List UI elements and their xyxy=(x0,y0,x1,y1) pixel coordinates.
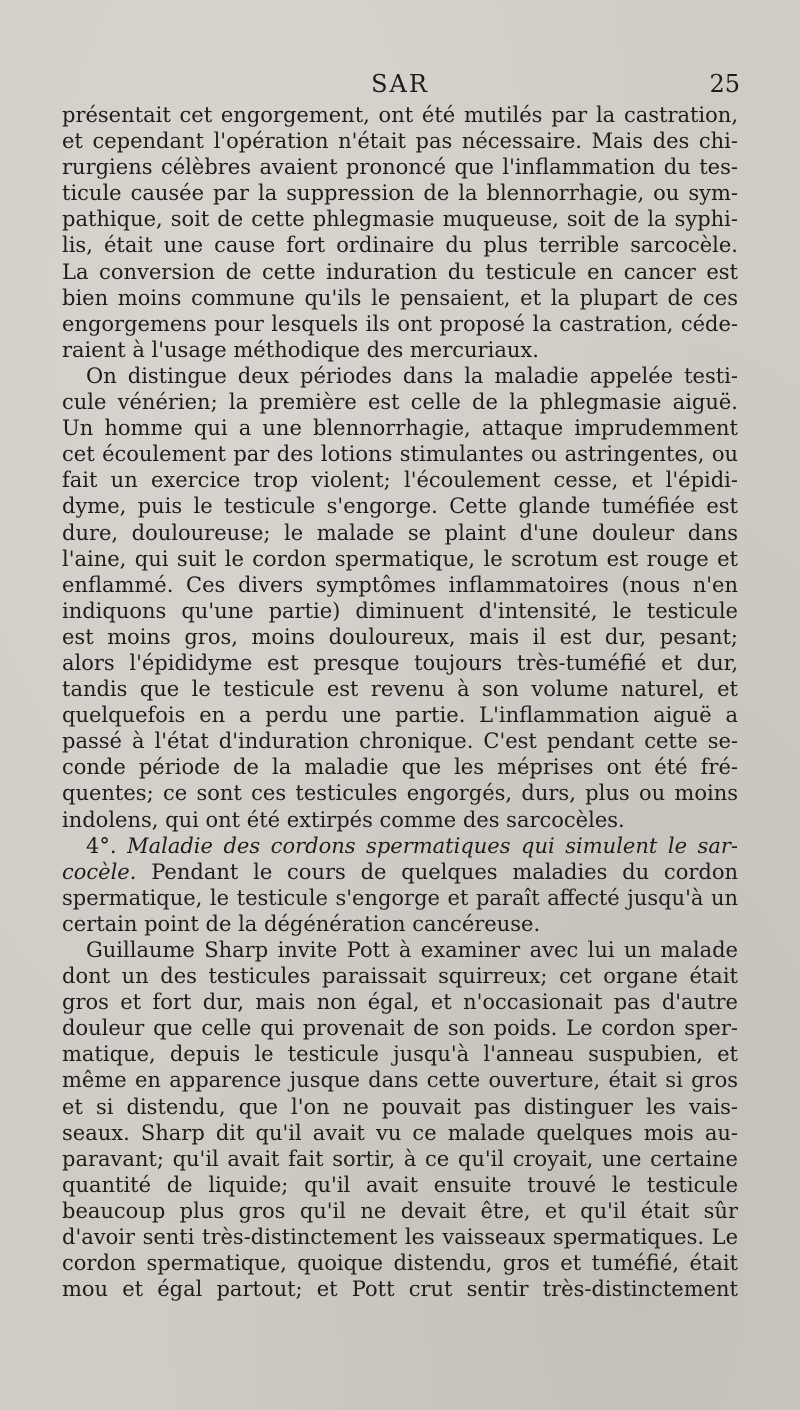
text-line: beaucoup plus gros qu'il ne devait être, et qu'il était sûr xyxy=(62,1198,738,1223)
text-line: l'aine, qui suit le cordon spermatique, le scrotum est rouge et xyxy=(62,546,738,571)
text-line: présentait cet engorgement, ont été mutilés par la castration, xyxy=(62,103,738,127)
text-line: certain point de la dégénération cancéreuse. xyxy=(62,911,541,936)
text-line: douleur que celle qui provenait de son poids. Le cordon sper- xyxy=(62,1016,738,1041)
text-line: dyme, puis le testicule s'engorge. Cette glande tuméfiée est xyxy=(62,494,738,519)
text-line: bien moins commune qu'ils le pensaient, et la plupart de ces xyxy=(62,285,738,310)
text-line: alors l'épididyme est presque toujours très-tuméfié et dur, xyxy=(62,650,738,675)
page-number: 25 xyxy=(709,70,740,98)
section-title: Maladie des cordons spermatiques qui simulent le sar- xyxy=(127,833,738,858)
text-line: dure, douloureuse; le malade se plaint d'une douleur dans xyxy=(62,520,738,545)
text-line: et cependant l'opération n'était pas nécessaire. Mais des chi- xyxy=(62,129,738,154)
text-line: cet écoulement par des lotions stimulantes ou astringentes, ou xyxy=(62,442,738,467)
text-line: est moins gros, moins douloureux, mais il est dur, pesant; xyxy=(62,624,738,649)
text-line: lis, était une cause fort ordinaire du plus terrible sarcocèle. xyxy=(62,233,738,258)
section-number: 4°. xyxy=(86,833,117,858)
text-line: quantité de liquide; qu'il avait ensuite trouvé le testicule xyxy=(62,1172,738,1197)
text-line: matique, depuis le testicule jusqu'à l'anneau suspubien, et xyxy=(62,1042,738,1067)
text-line: cule vénérien; la première est celle de la phlegmasie aiguë. xyxy=(62,390,738,415)
text-line: fait un exercice trop violent; l'écoulement cesse, et l'épidi- xyxy=(62,468,738,493)
section-heading-line xyxy=(62,859,738,885)
text-line: indolens, qui ont été extirpés comme des sarcocèles. xyxy=(62,807,625,832)
text-line: quentes; ce sont ces testicules engorgés, durs, plus ou moins xyxy=(62,781,738,806)
text-line: La conversion de cette induration du testicule en cancer est xyxy=(62,259,738,284)
text-line: cordon spermatique, quoique distendu, gros et tuméfié, était xyxy=(62,1251,738,1276)
running-title: SAR xyxy=(371,70,429,98)
text-line: tandis que le testicule est revenu à son volume naturel, et xyxy=(62,677,738,702)
text-line: dont un des testicules paraissait squirreux; cet organe était xyxy=(62,964,738,989)
text-line: conde période de la maladie que les méprises ont été fré- xyxy=(62,755,738,780)
text-line: enflammé. Ces divers symptômes inflammatoires (nous n'en xyxy=(62,572,738,597)
section-title-cont: cocèle. xyxy=(62,859,137,884)
text-line: spermatique, le testicule s'engorge et paraît affecté jusqu'à un xyxy=(62,885,738,910)
text-line: paravant; qu'il avait fait sortir, à ce qu'il croyait, une certaine xyxy=(62,1146,738,1171)
text-line: raient à l'usage méthodique des mercuriaux. xyxy=(62,337,539,362)
section-text: Pendant le cours de quelques maladies du cordon xyxy=(151,859,738,884)
running-head xyxy=(60,62,740,102)
text-line: quelquefois en a perdu une partie. L'inflammation aiguë a xyxy=(62,703,738,728)
section-heading-line xyxy=(62,833,738,859)
text-line: rurgiens célèbres avaient prononcé que l'inflammation du tes- xyxy=(62,155,738,180)
text-line: Guillaume Sharp invite Pott à examiner avec lui un malade xyxy=(86,938,738,962)
text-line: indiquons qu'une partie) diminuent d'intensité, le testicule xyxy=(62,598,738,623)
text-line: même en apparence jusque dans cette ouverture, était si gros xyxy=(62,1068,738,1093)
text-line: passé à l'état d'induration chronique. C'est pendant cette se- xyxy=(62,729,738,754)
text-line: seaux. Sharp dit qu'il avait vu ce malade quelques mois au- xyxy=(62,1120,738,1145)
text-line: On distingue deux périodes dans la maladie appelée testi- xyxy=(86,363,738,388)
text-line: Un homme qui a une blennorrhagie, attaque imprudemment xyxy=(62,416,738,441)
text-line: d'avoir senti très-distinctement les vaisseaux spermatiques. Le xyxy=(62,1225,738,1250)
text-line: engorgemens pour lesquels ils ont proposé la castration, céde- xyxy=(62,311,738,336)
text-line: mou et égal partout; et Pott crut sentir très-distinctement xyxy=(62,1277,738,1302)
text-body xyxy=(62,102,738,1302)
text-line: et si distendu, que l'on ne pouvait pas distinguer les vais- xyxy=(62,1094,738,1119)
text-line: ticule causée par la suppression de la blennorrhagie, ou sym- xyxy=(62,181,738,206)
text-line: gros et fort dur, mais non égal, et n'occasionait pas d'autre xyxy=(62,990,738,1015)
text-line: pathique, soit de cette phlegmasie muqueuse, soit de la syphi- xyxy=(62,207,738,232)
